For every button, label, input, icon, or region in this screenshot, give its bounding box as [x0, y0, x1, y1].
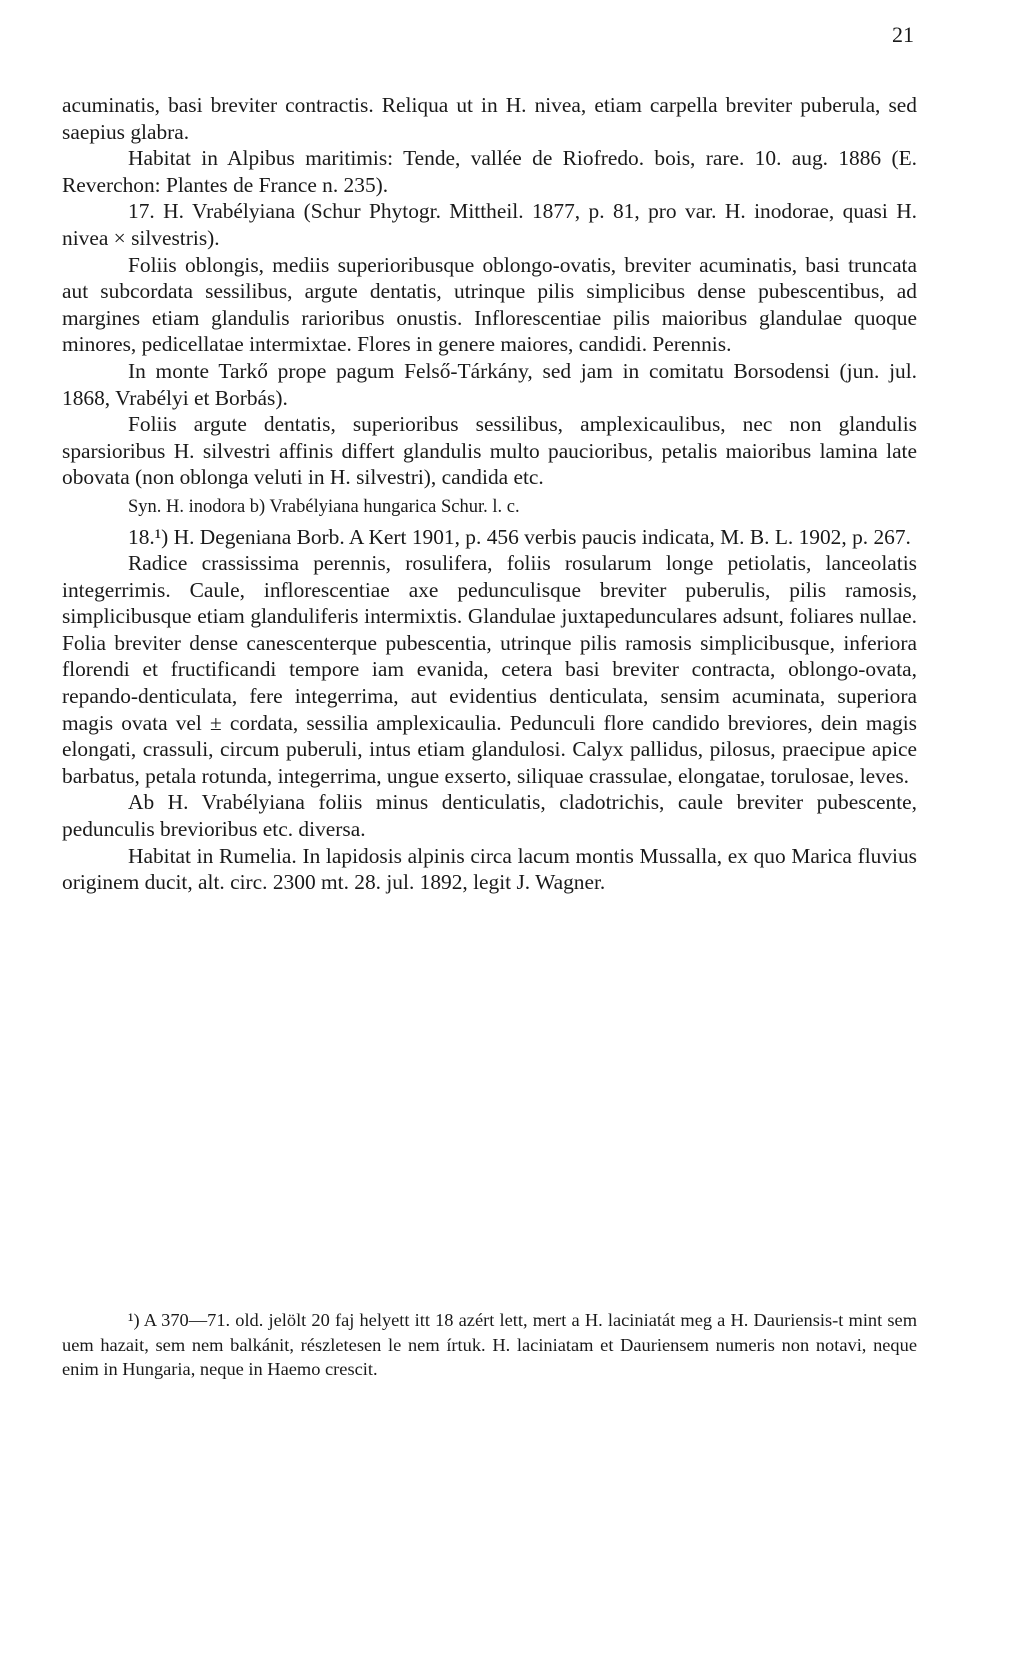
- paragraph-p8: 18.¹) H. Degeniana Borb. A Kert 1901, p. 456 verbis paucis indicata, M. B. L. 1902, p. 267.: [128, 524, 911, 549]
- paragraph-p6: Foliis argute dentatis, superioribus sessilibus, amplexicaulibus, nec non glandulis sparsioribus H. silvestri affinis differt glandulis multo paucioribus, petalis maioribus lamina late obovata (non oblonga veluti in H. silvestri), candida etc.: [62, 412, 917, 490]
- paragraph-p10: Ab H. Vrabélyiana foliis minus denticulatis, cladotrichis, caule breviter pubescente, pedunculis brevioribus etc. diversa.: [62, 790, 917, 842]
- synonym-line: Syn. H. inodora b) Vrabélyiana hungarica Schur. l. c.: [128, 496, 520, 517]
- paragraph-p11: Habitat in Rumelia. In lapidosis alpinis circa lacum montis Mussalla, ex quo Marica fluvius originem ducit, alt. circ. 2300 mt. 28. jul. 1892, legit J. Wagner.: [62, 843, 917, 895]
- page-number: 21: [892, 22, 914, 47]
- paragraph-p5: In monte Tarkő prope pagum Felső-Tárkány, sed jam in comitatu Borsodensi (jun. jul. 1868, Vrabélyi et Borbás).: [62, 358, 917, 410]
- footnote: [62, 1308, 917, 1382]
- paragraph-p1: acuminatis, basi breviter contractis. Reliqua ut in H. nivea, etiam carpella breviter puberula, sed saepius glabra.: [62, 93, 917, 144]
- paragraph-p2: Habitat in Alpibus maritimis: Tende, vallée de Riofredo. bois, rare. 10. aug. 1886 (E. Reverchon: Plantes de France n. 235).: [62, 146, 917, 197]
- footnote-text: ¹) A 370—71. old. jelölt 20 faj helyett itt 18 azért lett, mert a H. laciniatát meg a H. Dauriensis-t mint sem uem hazait, sem nem balkánit, részletesen le nem írtuk. H. laciniatam et Dauriensem numeris non notavi, neque enim in Hungaria, neque in Haemo crescit.: [62, 1310, 917, 1379]
- main-text: [62, 92, 917, 896]
- paragraph-p4: Foliis oblongis, mediis superioribusque oblongo-ovatis, breviter acuminatis, basi truncata aut subcordata sessilibus, argute dentatis, utrinque pilis simplicibus dense pubescentibus, ad margines etiam glandulis rarioribus onustis. Inflorescentiae pilis maioribus glandulae quoque minores, pedicellatae intermixtae. Flores in genere maiores, candidi. Perennis.: [62, 252, 917, 357]
- paragraph-p3: 17. H. Vrabélyiana (Schur Phytogr. Mittheil. 1877, p. 81, pro var. H. inodorae, quasi H. nivea × silvestris).: [62, 199, 917, 250]
- paragraph-p9: Radice crassissima perennis, rosulifera, foliis rosularum longe petiolatis, lanceolatis integerrimis. Caule, inflorescentiae axe pedunculisque breviter puberulis, pilis ramosis, simplicibusque etiam glanduliferis intermixtis. Glandulae juxtapedunculares adsunt, foliares nullae. Folia breviter dense canescenterque pubescentia, utrinque pilis ramosis simplicibusque, inferiora florendi et fructificandi tempore iam evanida, cetera basi breviter contracta, oblongo-ovata, repando-denticulata, fere integerrima, aut evidentius denticulata, sensim acuminata, superiora magis ovata vel ± cordata, sessilia amplexicaulia. Pedunculi flore candido breviores, dein magis elongati, crassuli, circum puberuli, intus etiam glandulosi. Calyx pallidus, pilosus, praecipue apice barbatus, petala rotunda, integerrima, ungue exserto, siliquae crassulae, elongatae, torulosae, leves.: [62, 551, 917, 788]
